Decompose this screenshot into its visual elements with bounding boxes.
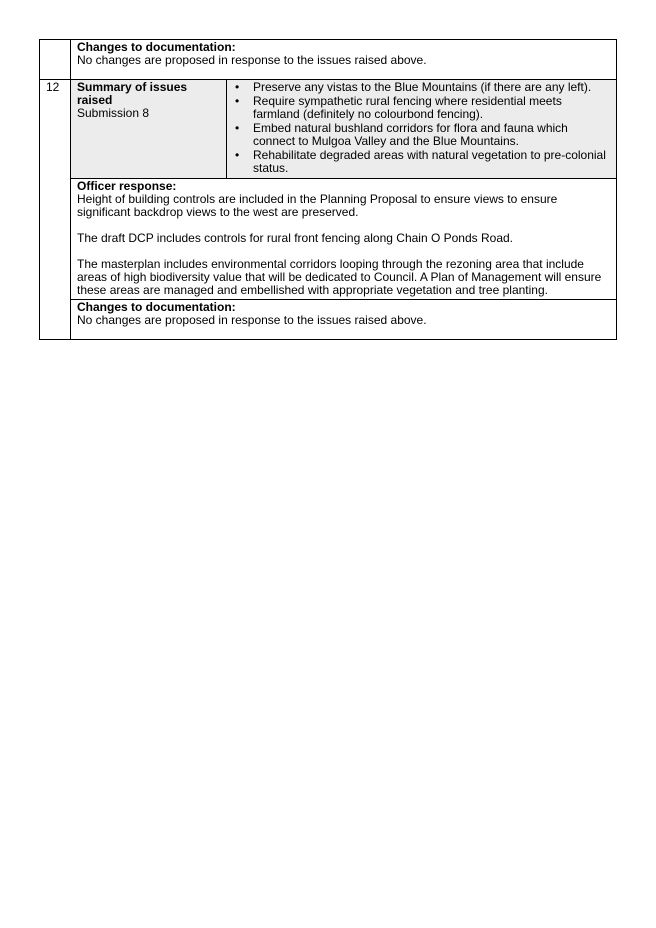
summary-cell — [71, 80, 227, 179]
changes-cell — [71, 300, 617, 340]
officer-heading: Officer response: — [77, 179, 177, 193]
row-number-cell — [40, 40, 71, 80]
officer-paragraph: The draft DCP includes controls for rural front fencing along Chain O Ponds Road. — [77, 231, 514, 245]
row-number-cell — [40, 80, 71, 340]
table-row — [40, 300, 617, 340]
changes-heading: Changes to documentation: — [77, 300, 236, 314]
officer-paragraph: Height of building controls are included in the Planning Proposal to ensure views to ensure significant backdrop views to the west are preserved. — [77, 192, 558, 219]
bullet-icon: • — [235, 121, 240, 135]
changes-text: No changes are proposed in response to the issues raised above. — [77, 53, 427, 67]
issues-table — [39, 39, 617, 340]
officer-response-cell — [71, 179, 617, 300]
issue-text: Preserve any vistas to the Blue Mountains (if there are any left). — [253, 80, 592, 94]
table-row — [40, 80, 617, 179]
list-item — [233, 81, 610, 94]
row-number: 12 — [46, 80, 60, 94]
changes-text: No changes are proposed in response to the issues raised above. — [77, 313, 427, 327]
issues-cell — [227, 80, 617, 179]
list-item — [233, 122, 610, 148]
issue-text: Embed natural bushland corridors for flora and fauna which connect to Mulgoa Valley and the Blue Mountains. — [253, 121, 568, 148]
officer-paragraph: The masterplan includes environmental corridors looping through the rezoning area that include areas of high biodiversity value that will be dedicated to Council. A Plan of Management will ensure these areas are managed and embellished with appropriate vegetation and tree planting. — [77, 257, 602, 297]
changes-cell — [71, 40, 617, 80]
bullet-icon: • — [235, 94, 240, 108]
issues-list — [233, 81, 610, 175]
bullet-icon: • — [235, 80, 240, 94]
issue-text: Rehabilitate degraded areas with natural vegetation to pre-colonial status. — [253, 148, 606, 175]
issue-text: Require sympathetic rural fencing where residential meets farmland (definitely no colourbond fencing). — [253, 94, 562, 121]
submission-label: Submission 8 — [77, 106, 150, 120]
table-row — [40, 40, 617, 80]
changes-heading: Changes to documentation: — [77, 40, 236, 54]
summary-heading: Summary of issues raised — [77, 80, 188, 107]
bullet-icon: • — [235, 148, 240, 162]
table-row — [40, 179, 617, 300]
list-item — [233, 95, 610, 121]
list-item — [233, 149, 610, 175]
